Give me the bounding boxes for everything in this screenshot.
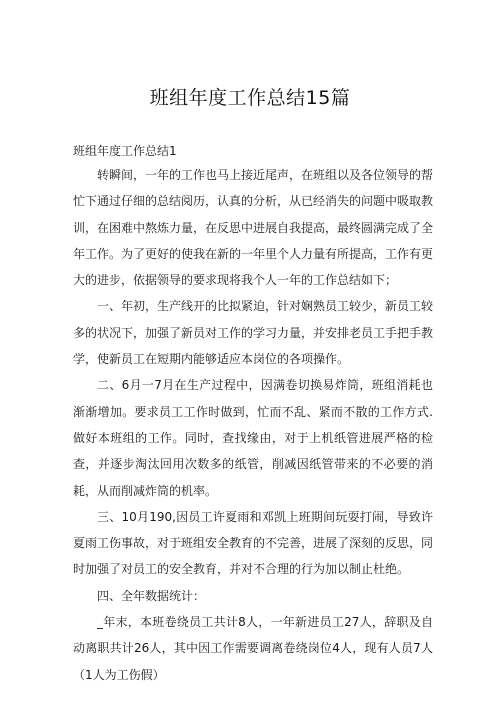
paragraph-item-1: 一、年初，生产线开的比拟紧迫，针对娴熟员工较少，新员工较多的状况下，加强了新员对工作的学习力量，并安排老员工手把手教学，使新员工在短期内能够适应本岗位的各项操作。 [73, 299, 434, 367]
paragraph-statistics: _年末，本班卷绕员工共计8人，一年新进员工27人，辞职及自动离职共计26人，其中因工作需要调离卷绕岗位4人，现有人员7人（1人为工伤假） [73, 615, 433, 682]
section-heading: 班组年度工作总结1 [73, 144, 177, 158]
paragraph-item-3: 三、10月190,因员工许夏雨和邓凯上班期间玩耍打闹，导致许夏雨工伤事故，对于班组安全教育的不完善，进展了深刻的反思，同时加强了对员工的安全教育，并对不合理的行为加以制止杜绝。 [73, 509, 434, 577]
paragraph-intro: 转瞬间，一年的工作也马上接近尾声，在班组以及各位领导的帮忙下通过仔细的总结阅历，认真的分析，从已经消失的问题中吸取教训，在困难中熬炼力量，在反思中进展自我提高，最终圆满完成了全年工作。为了更好的使我在新的一年里个人力量有所提高，工作有更大的进步，依据领导的要求现将我个人一年的工作总结如下； [73, 168, 434, 288]
document-body [73, 162, 433, 688]
paragraph-item-2: 二、6月一7月在生产过程中，因满卷切换易炸筒，班组消耗也渐渐增加。要求员工工作时做到，忙而不乱、紧而不散的工作方式.做好本班组的工作。同时，查找缘由，对于上机纸管进展严格的检查，并逐步淘汰回用次数多的纸管，削减因纸管带来的不必要的消耗，从而削减炸筒的机率。 [73, 378, 433, 498]
document-title: 班组年度工作总结15篇 [149, 87, 351, 109]
paragraph-item-4-heading: 四、全年数据统计： [97, 588, 206, 603]
